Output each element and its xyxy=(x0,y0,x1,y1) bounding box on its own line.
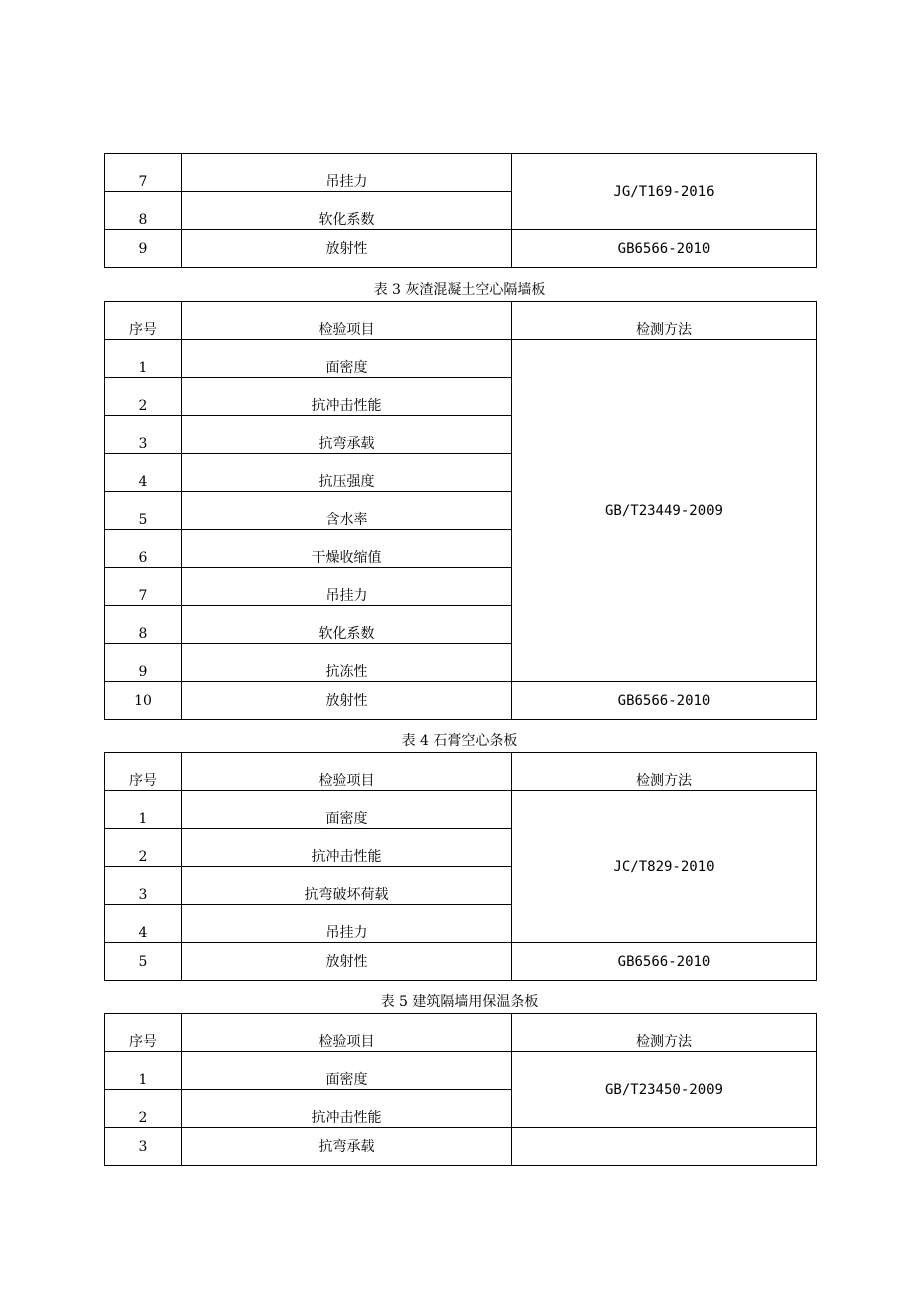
test-item: 含水率 xyxy=(182,492,512,530)
row-number: 1 xyxy=(105,340,182,378)
test-item: 抗弯破坏荷载 xyxy=(182,867,512,905)
table-5 xyxy=(104,1013,817,1166)
table-4 xyxy=(104,752,817,981)
row-number: 5 xyxy=(105,943,182,981)
row-number: 9 xyxy=(105,644,182,682)
row-number: 2 xyxy=(105,829,182,867)
table-2-continued xyxy=(104,153,817,268)
row-number: 3 xyxy=(105,867,182,905)
table-row xyxy=(105,340,817,378)
test-item: 面密度 xyxy=(182,791,512,829)
header-number: 序号 xyxy=(105,1014,182,1052)
test-item: 抗弯承载 xyxy=(182,416,512,454)
header-item: 检验项目 xyxy=(182,302,512,340)
test-method: GB6566-2010 xyxy=(512,943,817,981)
row-number: 4 xyxy=(105,905,182,943)
row-number: 9 xyxy=(105,230,182,268)
test-item: 吊挂力 xyxy=(182,154,512,192)
row-number: 2 xyxy=(105,378,182,416)
row-number: 4 xyxy=(105,454,182,492)
test-item: 放射性 xyxy=(182,230,512,268)
test-item: 抗冲击性能 xyxy=(182,829,512,867)
row-number: 10 xyxy=(105,682,182,720)
table-5-caption: 表 5 建筑隔墙用保温条板 xyxy=(380,994,539,1010)
test-item: 面密度 xyxy=(182,340,512,378)
test-item: 抗弯承载 xyxy=(182,1128,512,1166)
table-row xyxy=(105,230,817,268)
row-number: 1 xyxy=(105,791,182,829)
table-header-row xyxy=(105,302,817,340)
test-item: 干燥收缩值 xyxy=(182,530,512,568)
test-item: 抗压强度 xyxy=(182,454,512,492)
row-number: 8 xyxy=(105,606,182,644)
test-method: GB/T23449-2009 xyxy=(512,340,817,682)
header-number: 序号 xyxy=(105,753,182,791)
header-method: 检测方法 xyxy=(512,1014,817,1052)
test-item: 放射性 xyxy=(182,682,512,720)
row-number: 8 xyxy=(105,192,182,230)
table-row xyxy=(105,1052,817,1090)
row-number: 5 xyxy=(105,492,182,530)
test-item: 放射性 xyxy=(182,943,512,981)
row-number: 3 xyxy=(105,1128,182,1166)
row-number: 1 xyxy=(105,1052,182,1090)
header-item: 检验项目 xyxy=(182,1014,512,1052)
test-item: 吊挂力 xyxy=(182,905,512,943)
test-item: 软化系数 xyxy=(182,606,512,644)
table-3 xyxy=(104,301,817,720)
test-item: 抗冻性 xyxy=(182,644,512,682)
table-3-caption: 表 3 灰渣混凝土空心隔墙板 xyxy=(373,282,546,298)
row-number: 6 xyxy=(105,530,182,568)
test-method: GB6566-2010 xyxy=(512,682,817,720)
empty-method-cell xyxy=(512,1128,817,1166)
header-item: 检验项目 xyxy=(182,753,512,791)
test-method: GB6566-2010 xyxy=(512,230,817,268)
table-row xyxy=(105,1128,817,1166)
header-method: 检测方法 xyxy=(512,753,817,791)
test-item: 软化系数 xyxy=(182,192,512,230)
table-row xyxy=(105,943,817,981)
row-number: 7 xyxy=(105,568,182,606)
table-header-row xyxy=(105,1014,817,1052)
test-item: 抗冲击性能 xyxy=(182,378,512,416)
table-row xyxy=(105,154,817,192)
test-item: 面密度 xyxy=(182,1052,512,1090)
row-number: 2 xyxy=(105,1090,182,1128)
test-method: JG/T169-2016 xyxy=(512,154,817,230)
test-item: 吊挂力 xyxy=(182,568,512,606)
test-method: GB/T23450-2009 xyxy=(512,1052,817,1128)
row-number: 7 xyxy=(105,154,182,192)
table-header-row xyxy=(105,753,817,791)
table-row xyxy=(105,682,817,720)
table-4-caption: 表 4 石膏空心条板 xyxy=(401,733,518,749)
table-row xyxy=(105,791,817,829)
row-number: 3 xyxy=(105,416,182,454)
header-method: 检测方法 xyxy=(512,302,817,340)
test-item: 抗冲击性能 xyxy=(182,1090,512,1128)
header-number: 序号 xyxy=(105,302,182,340)
test-method: JC/T829-2010 xyxy=(512,791,817,943)
